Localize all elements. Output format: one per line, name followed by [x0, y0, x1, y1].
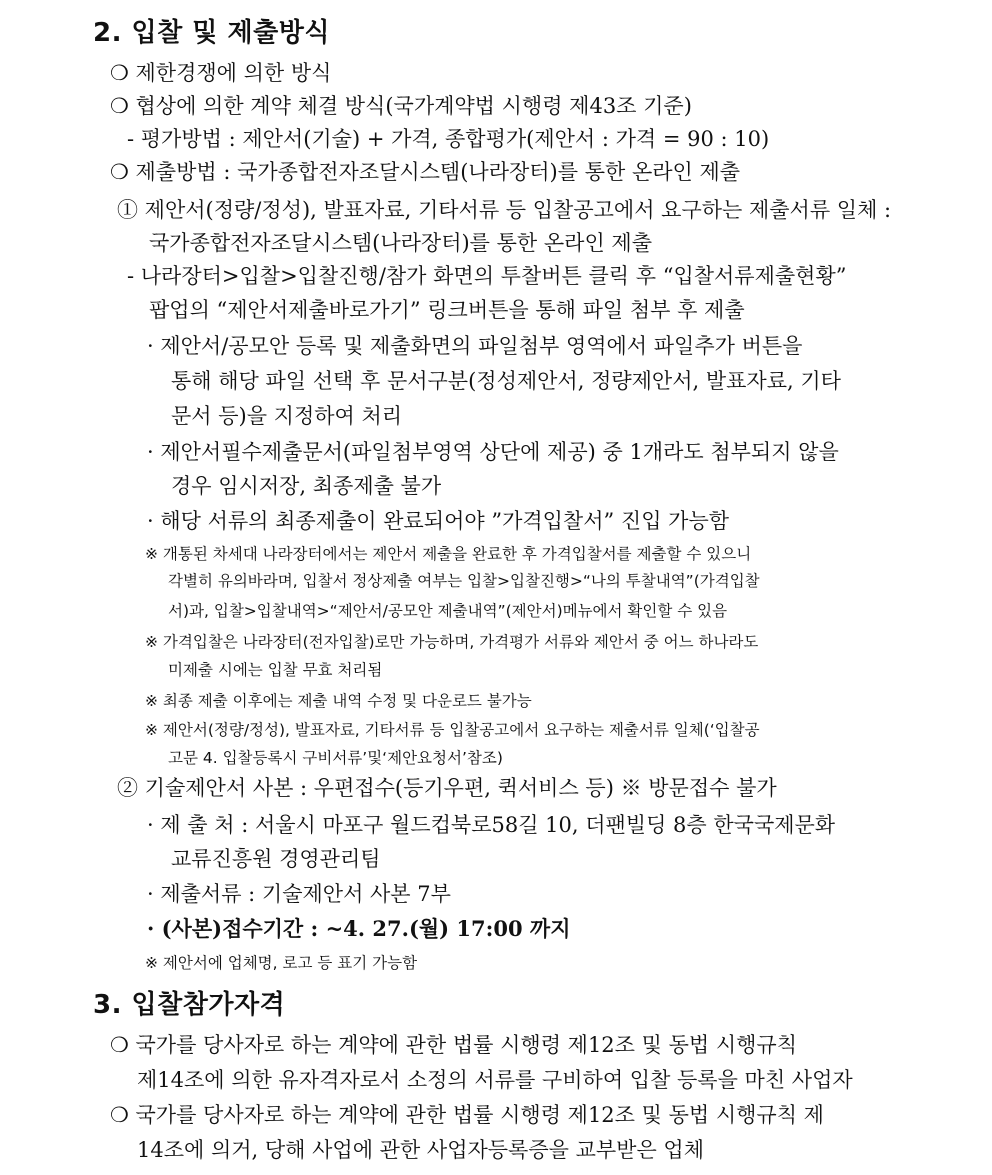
- sub1-note-2a: ※ 가격입찰은 나라장터(전자입찰)로만 가능하며, 가격평가 서류와 제안서 중 어느 하나라도: [145, 633, 759, 651]
- sub2-note: ※ 제안서에 업체명, 로고 등 표기 가능함: [145, 954, 418, 972]
- sub2-bullet-1b: 교류진흥원 경영관리팀: [171, 847, 381, 871]
- sub1-bullet-1b: 통해 해당 파일 선택 후 문서구분(정성제안서, 정량제안서, 발표자료, 기타: [171, 369, 841, 393]
- sub1-note-1b: 각별히 유의바라며, 입찰서 정상제출 여부는 입찰>입찰진행>“나의 투찰내역”(가격입찰: [168, 572, 760, 590]
- sub1-dash-1: - 나라장터>입찰>입찰진행/참가 화면의 투찰버튼 클릭 후 “입찰서류제출현황”: [127, 264, 847, 288]
- sub1-line-2: 국가종합전자조달시스템(나라장터)를 통한 온라인 제출: [149, 231, 652, 255]
- sub2-bullet-3: · (사본)접수기간 : ~4. 27.(월) 17:00 까지: [147, 916, 571, 941]
- sub1-note-1a: ※ 개통된 차세대 나라장터에서는 제안서 제출을 완료한 후 가격입찰서를 제출할 수 있으니: [145, 545, 752, 563]
- s3-item-2b: 14조에 의거, 당해 사업에 관한 사업자등록증을 교부받은 업체: [137, 1138, 704, 1162]
- section-3-heading: 3. 입찰참가자격: [93, 990, 286, 1020]
- item-limited-competition: ❍ 제한경쟁에 의한 방식: [110, 61, 332, 85]
- item-submission-method: ❍ 제출방법 : 국가종합전자조달시스템(나라장터)를 통한 온라인 제출: [110, 160, 741, 184]
- sub2-line-1: ② 기술제안서 사본 : 우편접수(등기우편, 퀵서비스 등) ※ 방문접수 불가: [117, 776, 777, 800]
- s3-item-2a: ❍ 국가를 당사자로 하는 계약에 관한 법률 시행령 제12조 및 동법 시행규칙 제: [110, 1103, 824, 1127]
- item-negotiation-contract: ❍ 협상에 의한 계약 체결 방식(국가계약법 시행령 제43조 기준): [110, 94, 692, 118]
- sub1-bullet-2a: · 제안서필수제출문서(파일첨부영역 상단에 제공) 중 1개라도 첨부되지 않을: [147, 440, 839, 464]
- sub1-dash-2: 팝업의 “제안서제출바로가기” 링크버튼을 통해 파일 첨부 후 제출: [149, 298, 745, 322]
- s3-item-1a: ❍ 국가를 당사자로 하는 계약에 관한 법률 시행령 제12조 및 동법 시행규칙: [110, 1033, 797, 1057]
- section-2-heading: 2. 입찰 및 제출방식: [93, 18, 330, 48]
- sub1-bullet-2b: 경우 임시저장, 최종제출 불가: [171, 474, 442, 498]
- item-evaluation-method: - 평가방법 : 제안서(기술) + 가격, 종합평가(제안서 : 가격 = 90 : 10): [127, 127, 770, 151]
- sub1-note-4b: 고문 4. 입찰등록시 구비서류’및‘제안요청서’참조): [168, 749, 503, 767]
- sub1-line-1: ① 제안서(정량/정성), 발표자료, 기타서류 등 입찰공고에서 요구하는 제출서류 일체 :: [117, 198, 892, 222]
- sub1-bullet-3: · 해당 서류의 최종제출이 완료되어야 ”가격입찰서” 진입 가능함: [147, 509, 730, 533]
- sub2-bullet-2: · 제출서류 : 기술제안서 사본 7부: [147, 882, 451, 906]
- s3-item-1b: 제14조에 의한 유자격자로서 소정의 서류를 구비하여 입찰 등록을 마친 사업자: [137, 1068, 853, 1092]
- sub1-bullet-1a: · 제안서/공모안 등록 및 제출화면의 파일첨부 영역에서 파일추가 버튼을: [147, 334, 803, 358]
- sub1-note-2b: 미제출 시에는 입찰 무효 처리됨: [168, 661, 383, 679]
- sub2-bullet-1a: · 제 출 처 : 서울시 마포구 월드컵북로58길 10, 더팬빌딩 8층 한국국제문화: [147, 813, 836, 837]
- sub1-note-1c: 서)과, 입찰>입찰내역>“제안서/공모안 제출내역”(제안서)메뉴에서 확인할 수 있음: [168, 602, 728, 620]
- sub1-note-4a: ※ 제안서(정량/정성), 발표자료, 기타서류 등 입찰공고에서 요구하는 제출서류 일체(‘입찰공: [145, 721, 760, 739]
- sub1-note-3: ※ 최종 제출 이후에는 제출 내역 수정 및 다운로드 불가능: [145, 692, 532, 710]
- sub1-bullet-1c: 문서 등)을 지정하여 처리: [171, 404, 403, 428]
